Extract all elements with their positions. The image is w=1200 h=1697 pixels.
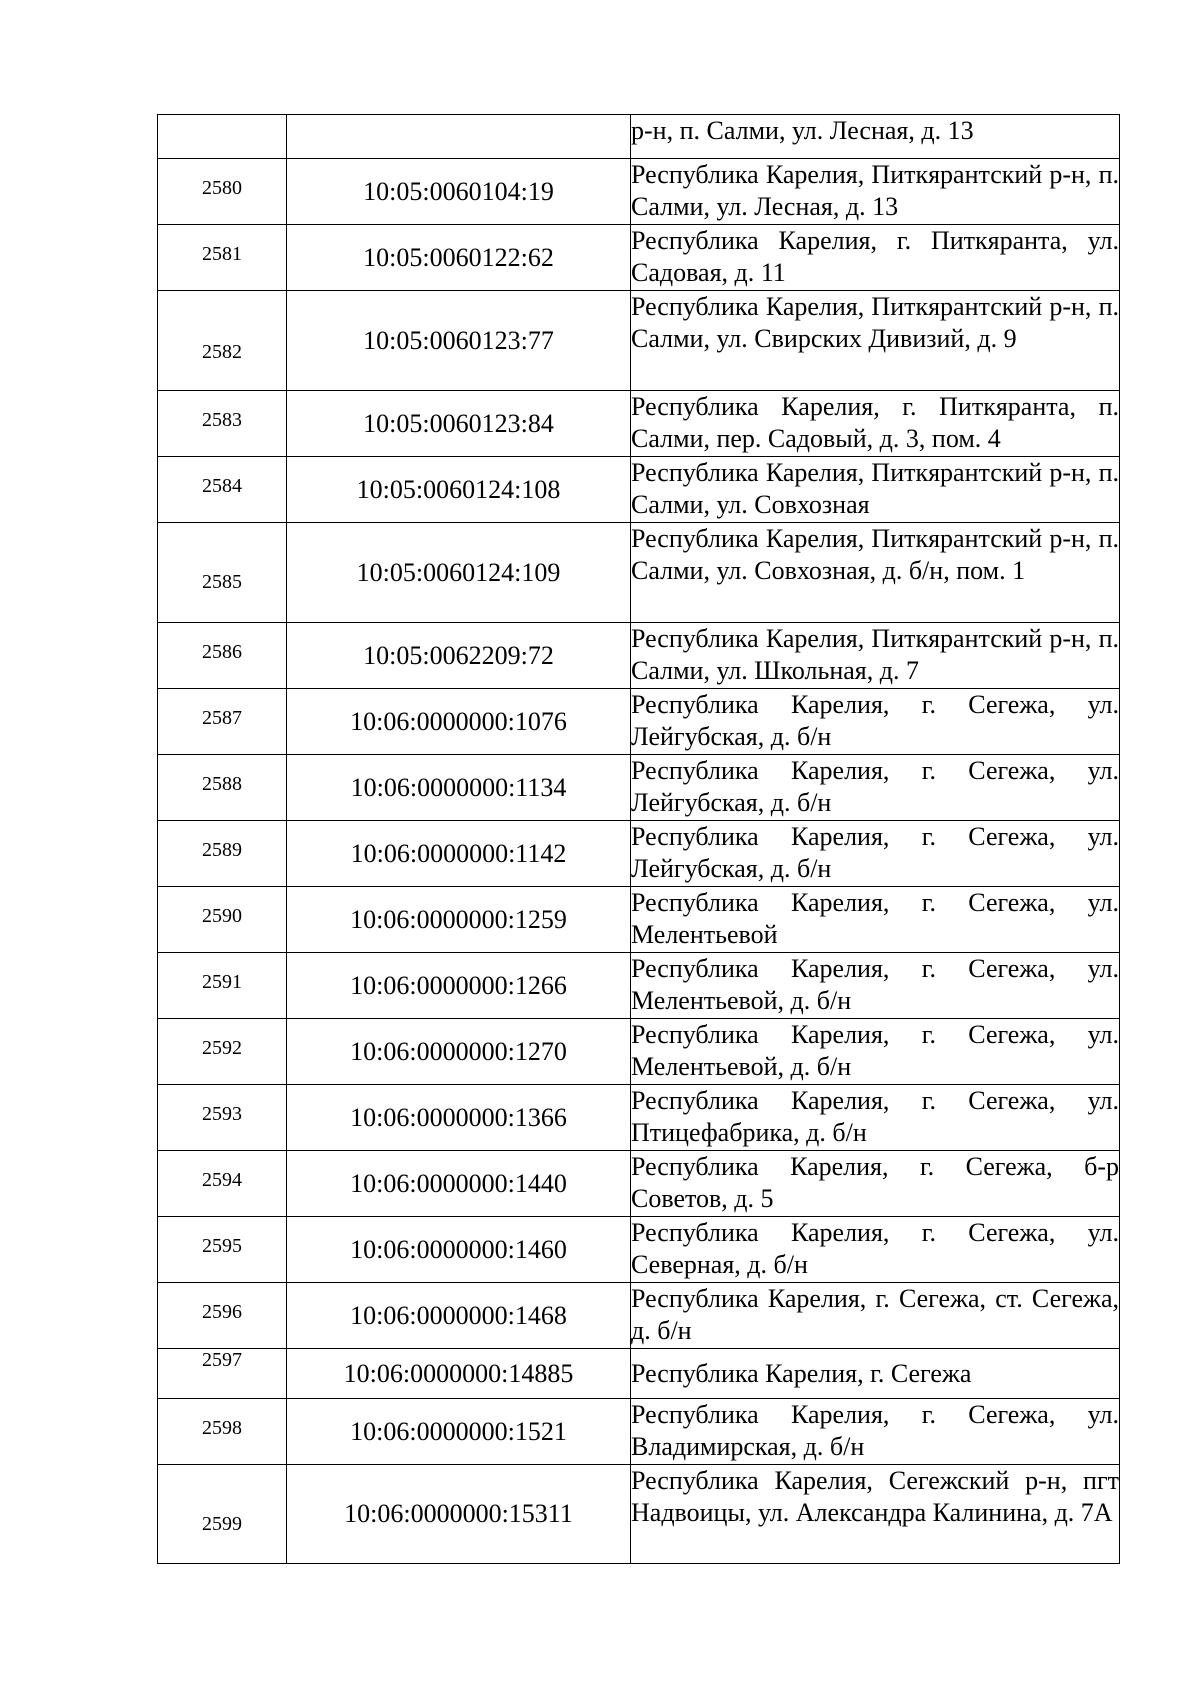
- cadastral-number: 10:06:0000000:14885: [287, 1349, 631, 1399]
- row-number-cell: [158, 1465, 287, 1564]
- row-number: 2591: [202, 971, 242, 993]
- row-number-cell: [158, 821, 287, 887]
- address: Республика Карелия, г. Сегежа, ул. Лейгубская, д. б/н: [631, 755, 1120, 821]
- address: р-н, п. Салми, ул. Лесная, д. 13: [631, 115, 1120, 159]
- cadastral-number: 10:05:0060104:19: [287, 159, 631, 225]
- row-number: 2589: [202, 839, 242, 861]
- address: Республика Карелия, Питкярантский р-н, п. Салми, ул. Лесная, д. 13: [631, 159, 1120, 225]
- table-row: [158, 1151, 1120, 1217]
- table-body: [158, 115, 1120, 1564]
- cadastral-number: 10:06:0000000:1366: [287, 1085, 631, 1151]
- address: Республика Карелия, Сегежский р-н, пгт Надвоицы, ул. Александра Калинина, д. 7А: [631, 1465, 1120, 1564]
- row-number-cell: [158, 225, 287, 291]
- row-number-cell: [158, 523, 287, 623]
- row-number: 2596: [202, 1301, 242, 1323]
- registry-table: [157, 114, 1120, 1564]
- row-number: 2581: [202, 243, 242, 265]
- row-number-cell: [158, 887, 287, 953]
- table-row: [158, 1399, 1120, 1465]
- address: Республика Карелия, г. Питкяранта, п. Салми, пер. Садовый, д. 3, пом. 4: [631, 391, 1120, 457]
- cadastral-number: [287, 115, 631, 159]
- address: Республика Карелия, г. Сегежа, ул. Мелентьевой, д. б/н: [631, 1019, 1120, 1085]
- table-row: [158, 291, 1120, 391]
- table-row: [158, 1283, 1120, 1349]
- row-number-cell: [158, 1085, 287, 1151]
- address: Республика Карелия, г. Питкяранта, ул. Садовая, д. 11: [631, 225, 1120, 291]
- table-row: [158, 1465, 1120, 1564]
- table-row: [158, 887, 1120, 953]
- cadastral-number: 10:06:0000000:1270: [287, 1019, 631, 1085]
- row-number-cell: [158, 391, 287, 457]
- row-number: 2592: [202, 1037, 242, 1059]
- row-number-cell: [158, 1019, 287, 1085]
- row-number-cell: [158, 1283, 287, 1349]
- address: Республика Карелия, г. Сегежа, ул. Лейгубская, д. б/н: [631, 689, 1120, 755]
- row-number: 2593: [202, 1103, 242, 1125]
- row-number: 2587: [202, 707, 242, 729]
- row-number-cell: [158, 159, 287, 225]
- address: Республика Карелия, г. Сегежа, ул. Мелентьевой, д. б/н: [631, 953, 1120, 1019]
- row-number-cell: [158, 291, 287, 391]
- row-number: 2588: [202, 773, 242, 795]
- row-number-cell: [158, 1399, 287, 1465]
- cadastral-number: 10:06:0000000:1521: [287, 1399, 631, 1465]
- cadastral-number: 10:05:0062209:72: [287, 623, 631, 689]
- address: Республика Карелия, Питкярантский р-н, п. Салми, ул. Школьная, д. 7: [631, 623, 1120, 689]
- address: Республика Карелия, г. Сегежа, ст. Сегежа, д. б/н: [631, 1283, 1120, 1349]
- row-number-cell: [158, 953, 287, 1019]
- table-row: [158, 821, 1120, 887]
- table-row: [158, 689, 1120, 755]
- cadastral-number: 10:05:0060124:109: [287, 523, 631, 623]
- cadastral-number: 10:05:0060123:84: [287, 391, 631, 457]
- table-row: [158, 159, 1120, 225]
- row-number-cell: [158, 689, 287, 755]
- row-number: 2586: [202, 641, 242, 663]
- address: Республика Карелия, Питкярантский р-н, п. Салми, ул. Совхозная: [631, 457, 1120, 523]
- cadastral-number: 10:06:0000000:1076: [287, 689, 631, 755]
- address: Республика Карелия, г. Сегежа, ул. Владимирская, д. б/н: [631, 1399, 1120, 1465]
- table-row: [158, 523, 1120, 623]
- row-number: 2585: [202, 571, 242, 593]
- row-number: 2583: [202, 409, 242, 431]
- table-row: [158, 115, 1120, 159]
- row-number: 2582: [202, 341, 242, 363]
- table-row: [158, 953, 1120, 1019]
- table-row: [158, 1349, 1120, 1399]
- table-row: [158, 225, 1120, 291]
- row-number-cell: [158, 1349, 287, 1399]
- row-number-cell: [158, 623, 287, 689]
- cadastral-number: 10:06:0000000:1134: [287, 755, 631, 821]
- row-number-cell: [158, 755, 287, 821]
- cadastral-number: 10:06:0000000:1266: [287, 953, 631, 1019]
- row-number-cell: [158, 1151, 287, 1217]
- address: Республика Карелия, Питкярантский р-н, п. Салми, ул. Совхозная, д. б/н, пом. 1: [631, 523, 1120, 623]
- address: Республика Карелия, Питкярантский р-н, п. Салми, ул. Свирских Дивизий, д. 9: [631, 291, 1120, 391]
- address: Республика Карелия, г. Сегежа, ул. Лейгубская, д. б/н: [631, 821, 1120, 887]
- address: Республика Карелия, г. Сегежа, ул. Мелентьевой: [631, 887, 1120, 953]
- cadastral-number: 10:06:0000000:15311: [287, 1465, 631, 1564]
- row-number: 2580: [202, 177, 242, 199]
- row-number: 2595: [202, 1235, 242, 1257]
- table-row: [158, 623, 1120, 689]
- cadastral-number: 10:05:0060123:77: [287, 291, 631, 391]
- row-number: 2599: [202, 1513, 242, 1535]
- cadastral-number: 10:05:0060124:108: [287, 457, 631, 523]
- address: Республика Карелия, г. Сегежа, ул. Птицефабрика, д. б/н: [631, 1085, 1120, 1151]
- table-row: [158, 457, 1120, 523]
- table-row: [158, 1019, 1120, 1085]
- cadastral-number: 10:06:0000000:1259: [287, 887, 631, 953]
- table-row: [158, 1217, 1120, 1283]
- row-number: 2597: [202, 1349, 242, 1371]
- row-number-cell: [158, 115, 287, 159]
- row-number-cell: [158, 1217, 287, 1283]
- address: Республика Карелия, г. Сегежа, ул. Северная, д. б/н: [631, 1217, 1120, 1283]
- cadastral-number: 10:06:0000000:1460: [287, 1217, 631, 1283]
- cadastral-number: 10:06:0000000:1468: [287, 1283, 631, 1349]
- row-number: 2594: [202, 1169, 242, 1191]
- row-number-cell: [158, 457, 287, 523]
- table-row: [158, 391, 1120, 457]
- row-number: 2590: [202, 905, 242, 927]
- cadastral-number: 10:06:0000000:1440: [287, 1151, 631, 1217]
- cadastral-number: 10:05:0060122:62: [287, 225, 631, 291]
- address: Республика Карелия, г. Сегежа, б-р Советов, д. 5: [631, 1151, 1120, 1217]
- row-number: 2598: [202, 1417, 242, 1439]
- row-number: 2584: [202, 475, 242, 497]
- cadastral-number: 10:06:0000000:1142: [287, 821, 631, 887]
- table-row: [158, 755, 1120, 821]
- address: Республика Карелия, г. Сегежа: [631, 1349, 1120, 1399]
- table-row: [158, 1085, 1120, 1151]
